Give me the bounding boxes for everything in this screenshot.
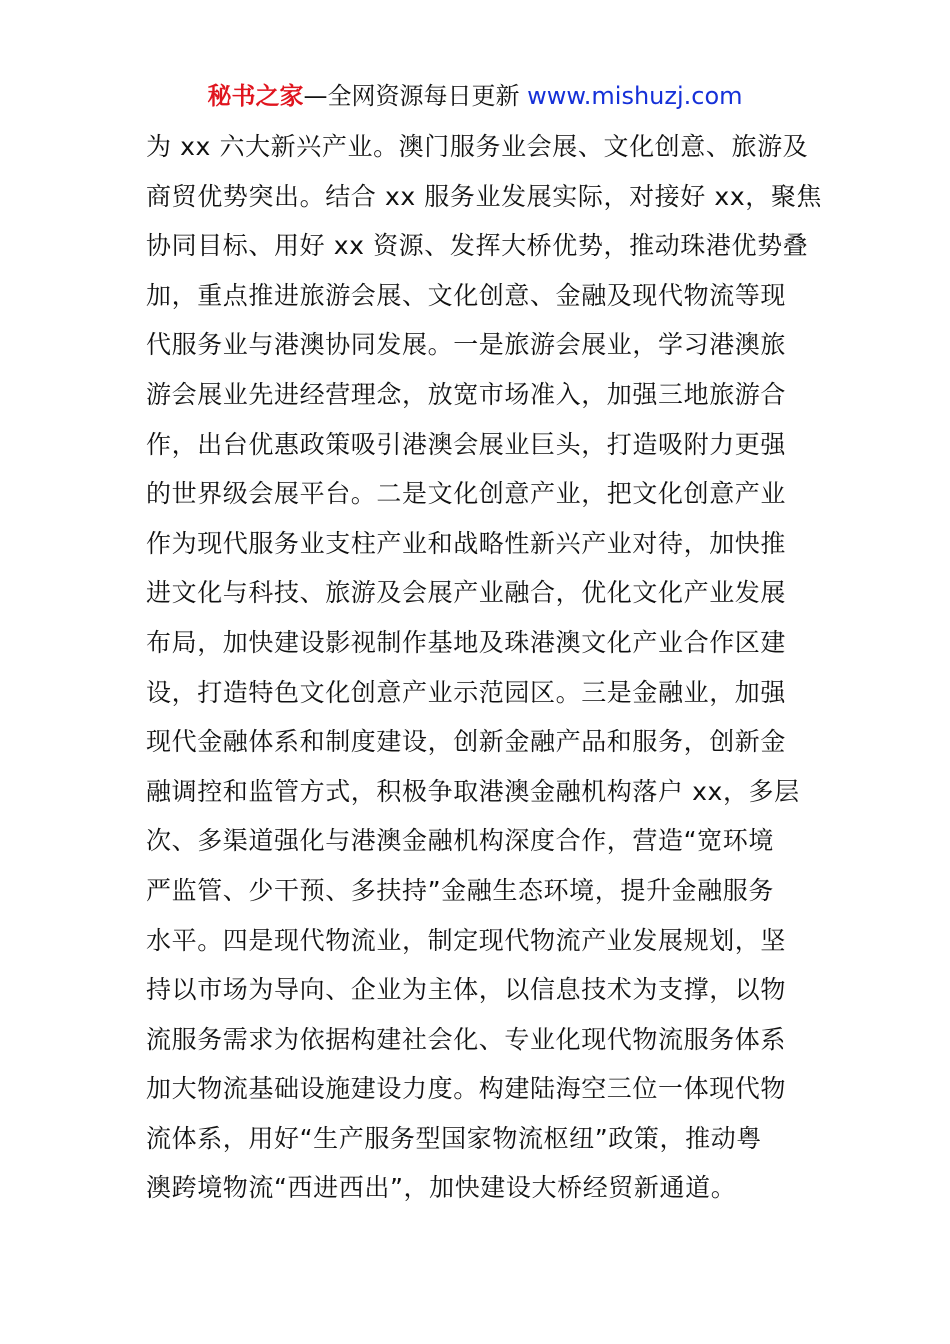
text-line: 为 xx 六大新兴产业。澳门服务业会展、文化创意、旅游及	[146, 132, 809, 161]
text-line: 流服务需求为依据构建社会化、专业化现代物流服务体系	[146, 1024, 787, 1054]
text-line: 进文化与科技、旅游及会展产业融合，优化文化产业发展	[146, 578, 787, 608]
text-line: 设，打造特色文化创意产业示范园区。三是金融业，加强	[146, 677, 787, 707]
text-line: 商贸优势突出。结合 xx 服务业发展实际，对接好 xx，聚焦	[146, 181, 823, 211]
text-line: 严监管、少干预、多扶持”金融生态环境，提升金融服务	[146, 875, 774, 905]
text-line: 水平。四是现代物流业，制定现代物流产业发展规划，坚	[146, 925, 787, 955]
text-line: 布局，加快建设影视制作基地及珠港澳文化产业合作区建	[146, 627, 787, 657]
text-line: 持以市场为导向、企业为主体，以信息技术为支撑，以物	[146, 975, 787, 1005]
page-header	[0, 80, 950, 112]
website-link[interactable]: www.mishuzj.com	[527, 82, 743, 110]
text-line: 流体系，用好“生产服务型国家物流枢纽”政策，推动粤	[146, 1123, 762, 1153]
text-line: 现代金融体系和制度建设，创新金融产品和服务，创新金	[146, 727, 787, 757]
text-line: 的世界级会展平台。二是文化创意产业，把文化创意产业	[146, 479, 787, 509]
text-line: 加大物流基础设施建设力度。构建陆海空三位一体现代物	[146, 1074, 787, 1104]
header-tagline: —全网资源每日更新	[303, 82, 528, 110]
text-line: 加，重点推进旅游会展、文化创意、金融及现代物流等现	[146, 280, 787, 310]
text-line: 澳跨境物流“西进西出”，加快建设大桥经贸新通道。	[146, 1173, 737, 1203]
text-line: 作为现代服务业支柱产业和战略性新兴产业对待，加快推	[146, 528, 787, 558]
text-line: 代服务业与港澳协同发展。一是旅游会展业，学习港澳旅	[146, 330, 787, 360]
brand-name: 秘书之家	[207, 82, 304, 110]
text-line: 协同目标、用好 xx 资源、发挥大桥优势，推动珠港优势叠	[146, 231, 809, 261]
text-line: 作，出台优惠政策吸引港澳会展业巨头，打造吸附力更强	[146, 429, 787, 459]
text-line: 融调控和监管方式，积极争取港澳金融机构落户 xx，多层	[146, 776, 800, 806]
text-line: 游会展业先进经营理念，放宽市场准入，加强三地旅游合	[146, 379, 787, 409]
document-body	[146, 122, 826, 1213]
text-line: 次、多渠道强化与港澳金融机构深度合作，营造“宽环境	[146, 826, 774, 856]
